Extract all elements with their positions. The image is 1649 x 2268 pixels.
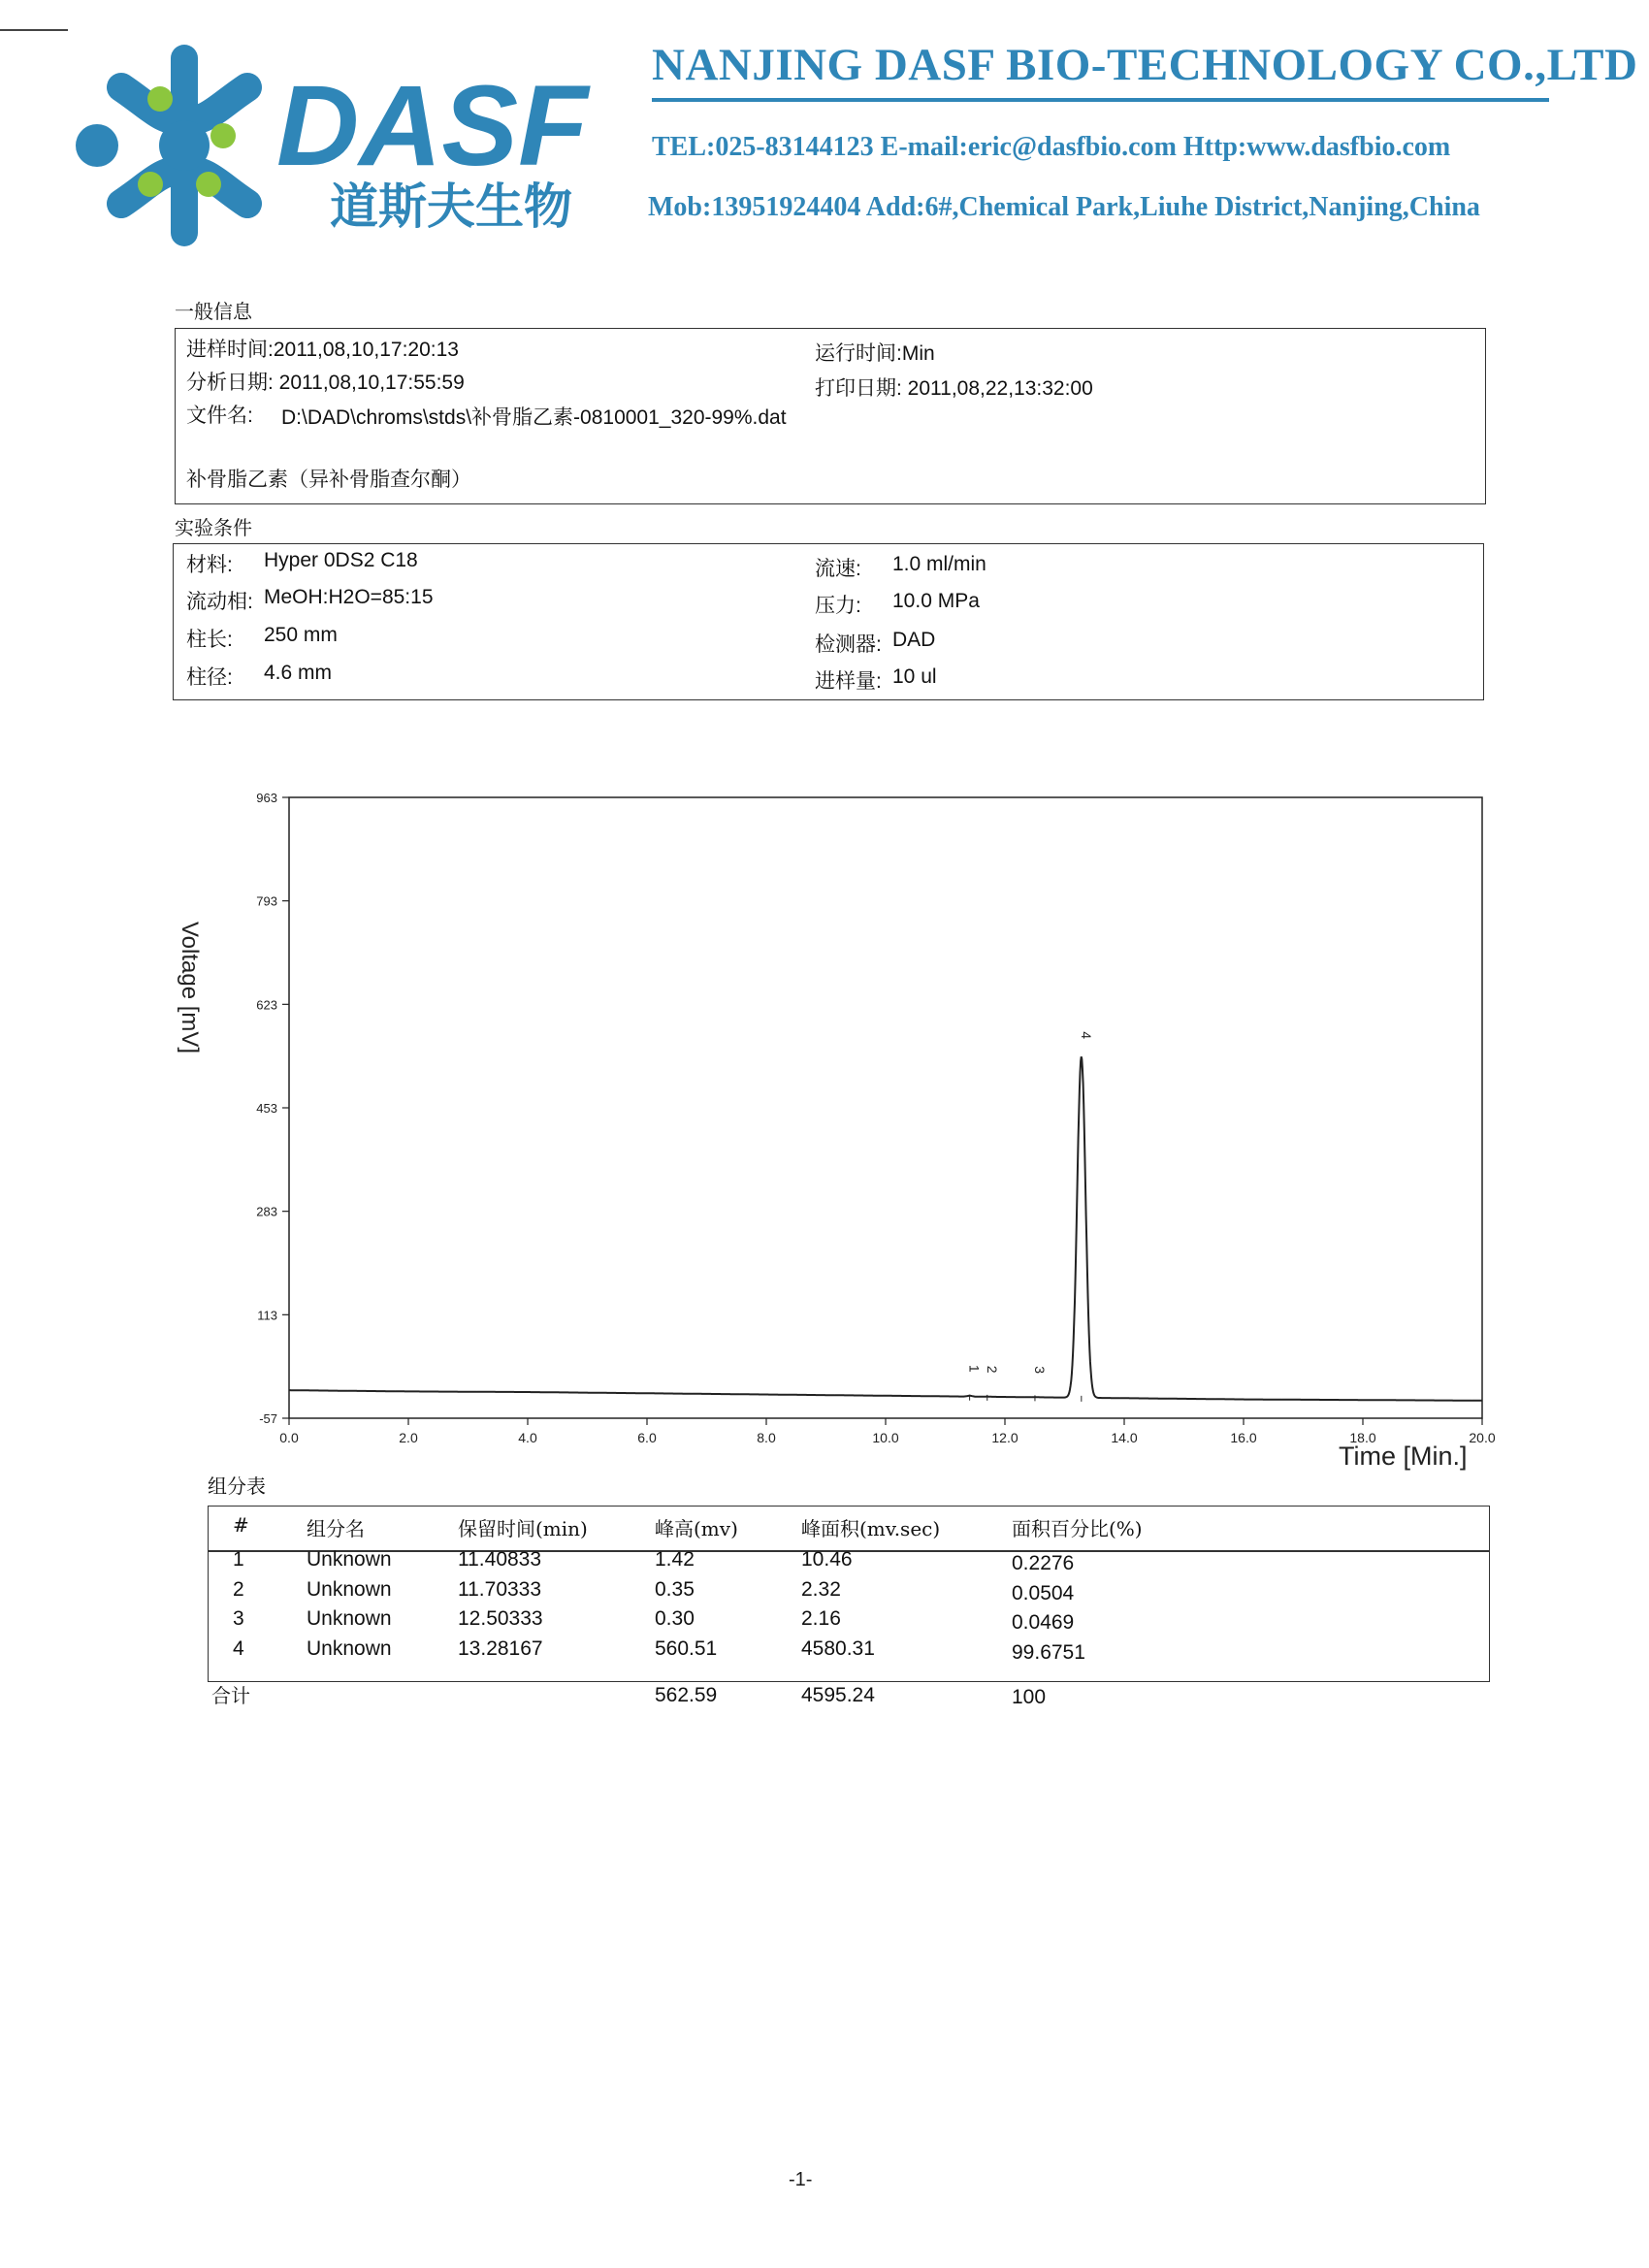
mobile-phase-label: 流动相:: [186, 591, 253, 613]
table-cell: 11.70333: [458, 1577, 542, 1601]
table-cell: 4580.31: [801, 1636, 875, 1660]
pressure-value: 10.0 MPa: [892, 590, 980, 612]
table-cell: Unknown: [307, 1577, 392, 1601]
column-length-value: 250 mm: [264, 624, 338, 646]
table-cell: 2.16: [801, 1607, 841, 1630]
y-tick-label: -57: [259, 1411, 277, 1426]
injection-volume-value: 10 ul: [892, 665, 937, 688]
total-height: 562.59: [655, 1684, 718, 1706]
table-cell: 13.28167: [458, 1636, 543, 1660]
analysis-date: 分析日期: 2011,08,10,17:55:59: [186, 372, 465, 394]
flow-value: 1.0 ml/min: [892, 553, 986, 575]
table-cell: 0.2276: [1012, 1552, 1075, 1574]
table-cell: 2: [233, 1577, 244, 1601]
y-tick-label: 623: [256, 997, 277, 1013]
injection-volume-label: 进样量:: [815, 670, 882, 693]
x-tick-label: 18.0: [1349, 1430, 1376, 1445]
x-tick-label: 10.0: [872, 1430, 899, 1445]
table-cell: 1.42: [655, 1548, 695, 1571]
table-header-cell: #: [233, 1513, 249, 1537]
detector-label: 检测器:: [815, 633, 882, 656]
table-cell: 10.46: [801, 1548, 853, 1571]
x-tick-label: 14.0: [1111, 1430, 1138, 1445]
table-cell: 4: [233, 1636, 244, 1660]
table-cell: Unknown: [307, 1607, 392, 1630]
total-area: 4595.24: [801, 1684, 875, 1706]
table-cell: Unknown: [307, 1636, 392, 1660]
mobile-phase-value: MeOH:H2O=85:15: [264, 586, 434, 608]
table-cell: 0.0469: [1012, 1611, 1075, 1634]
table-cell: 12.50333: [458, 1607, 543, 1630]
flow-label: 流速:: [815, 558, 861, 580]
peak-label: 1: [966, 1364, 983, 1373]
table-header-cell: 组分名: [307, 1517, 365, 1540]
table-cell: 0.35: [655, 1577, 695, 1601]
compound-name: 补骨脂乙素（异补骨脂查尔酮）: [186, 469, 471, 491]
table-header-cell: 保留时间(min): [458, 1517, 588, 1540]
general-info-title: 一般信息: [175, 300, 252, 323]
run-time: 运行时间:Min: [815, 342, 935, 365]
peak-label: 3: [1031, 1366, 1048, 1375]
contact-line-1: TEL:025-83144123 E-mail:eric@dasfbio.com Http:www.dasfbio.com: [652, 132, 1451, 162]
logo-subtitle: 道斯夫生物: [330, 178, 572, 235]
x-tick-label: 8.0: [757, 1430, 776, 1445]
pressure-label: 压力:: [815, 595, 861, 617]
file-label: 文件名:: [186, 405, 253, 427]
column-diameter-value: 4.6 mm: [264, 662, 333, 684]
table-cell: 0.30: [655, 1607, 695, 1630]
table-header-cell: 峰高(mv): [655, 1517, 738, 1540]
print-date: 打印日期: 2011,08,22,13:32:00: [815, 377, 1093, 400]
contact-line-2: Mob:13951924404 Add:6#,Chemical Park,Liuhe District,Nanjing,China: [648, 192, 1480, 222]
total-label: 合计: [211, 1684, 250, 1707]
table-cell: 11.40833: [458, 1548, 542, 1571]
file-name: D:\DAD\chroms\stds\补骨脂乙素-0810001_320-99%.dat: [281, 406, 787, 429]
table-cell: 99.6751: [1012, 1640, 1085, 1664]
x-axis-label: Time [Min.]: [1339, 1442, 1468, 1471]
chromatogram-trace: [289, 1056, 1482, 1401]
plot-frame: [289, 797, 1482, 1418]
table-cell: 3: [233, 1607, 244, 1630]
x-tick-label: 4.0: [518, 1430, 537, 1445]
peak-label: 2: [984, 1365, 1000, 1374]
table-cell: 2.32: [801, 1577, 841, 1601]
column-diameter-label: 柱径:: [186, 666, 233, 689]
x-tick-label: 2.0: [399, 1430, 418, 1445]
material-label: 材料:: [186, 554, 233, 576]
logo-text: DASF: [276, 62, 589, 190]
x-tick-label: 6.0: [637, 1430, 657, 1445]
x-tick-label: 20.0: [1469, 1430, 1496, 1445]
conditions-title: 实验条件: [175, 516, 252, 539]
injection-time: 进样时间:2011,08,10,17:20:13: [186, 339, 459, 361]
y-tick-label: 453: [256, 1101, 277, 1116]
y-tick-label: 283: [256, 1204, 277, 1219]
x-tick-label: 12.0: [991, 1430, 1018, 1445]
y-tick-label: 113: [257, 1308, 277, 1323]
table-header-cell: 峰面积(mv.sec): [801, 1517, 941, 1540]
x-tick-label: 16.0: [1230, 1430, 1257, 1445]
y-axis-label: Voltage [mV]: [177, 922, 203, 1054]
components-title: 组分表: [208, 1474, 266, 1498]
total-percent: 100: [1012, 1686, 1047, 1708]
x-tick-label: 0.0: [279, 1430, 299, 1445]
y-tick-label: 793: [256, 893, 277, 909]
material-value: Hyper 0DS2 C18: [264, 549, 418, 571]
peak-label: 4: [1078, 1031, 1094, 1040]
table-header-cell: 面积百分比(%): [1012, 1517, 1143, 1540]
company-name: NANJING DASF BIO-TECHNOLOGY CO.,LTD: [652, 40, 1638, 90]
page-number: -1-: [789, 2169, 813, 2190]
table-cell: 1: [233, 1548, 244, 1571]
table-cell: 0.0504: [1012, 1581, 1075, 1604]
y-tick-label: 963: [256, 791, 277, 805]
column-length-label: 柱长:: [186, 629, 233, 651]
table-cell: 560.51: [655, 1636, 718, 1660]
detector-value: DAD: [892, 629, 936, 651]
table-cell: Unknown: [307, 1548, 392, 1571]
